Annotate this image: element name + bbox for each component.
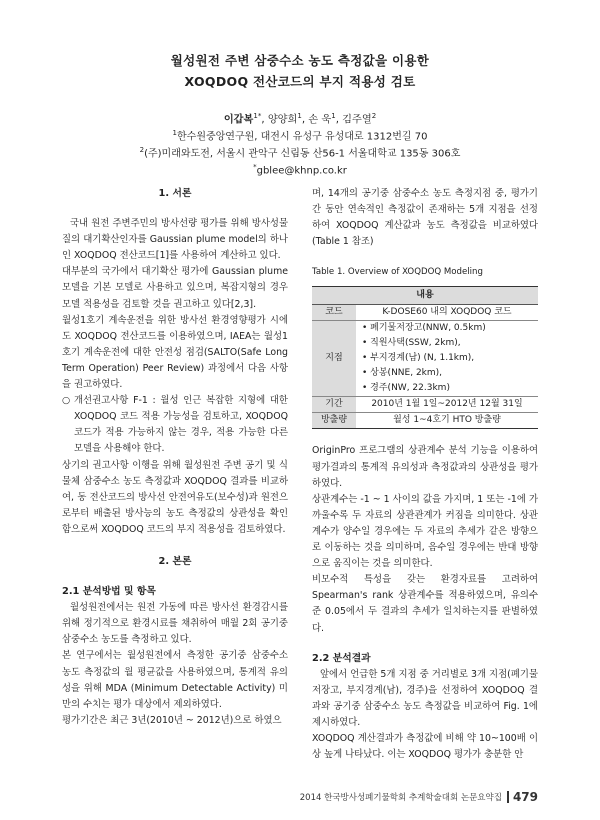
row-value-sites <box>356 321 538 397</box>
bullet-text: 개선권고사항 F-1 : 월성 인근 복잡한 지형에 대한 XOQDOQ 코드 적용 가능성을 검토하고, XOQDOQ 코드가 적용 가능하지 않는 경우, 적용 가능한 다른 모델을 사용해야 한다. <box>74 395 288 455</box>
email-sup: * <box>253 163 257 171</box>
lead-author: 이갑복 <box>223 114 254 126</box>
author-4: , 김주열 <box>335 114 372 126</box>
site-item: • 부지경계(남) (N, 1.1km), <box>362 353 475 364</box>
affiliation-2-text: (주)미래와도전, 서울시 관악구 신림동 산56-1 서울대학교 135동 306호 <box>144 148 461 160</box>
left-column <box>62 180 288 729</box>
row-label-period: 기간 <box>312 397 356 413</box>
author-2-sup: 1 <box>297 112 302 120</box>
table-row <box>312 321 538 397</box>
site-item: • 경주(NW, 22.3km) <box>362 383 450 394</box>
right-column <box>312 186 538 763</box>
row-label-release: 방출량 <box>312 413 356 429</box>
right-paragraph-2: OriginPro 프로그램의 상관계수 분석 기능을 이용하여 평가결과의 통계적 유의성과 측정값과의 상관성을 평가하였다. <box>312 445 538 489</box>
title-line-2: XOQDOQ 전산코드의 부지 적용성 검토 <box>184 74 416 89</box>
affiliation-2-sup: 2 <box>139 146 145 154</box>
intro-paragraph-3: 월성1호기 계속운전을 위한 방사선 환경영향평가 시에도 XOQDOQ 전산코드를 이용하였으며, IAEA는 월성1호기 계속운전에 대한 안전성 점검(SALTO(Safe Long Term Operation) Peer Review) 과정에서 다음 사항을 권고하였다. <box>62 314 288 391</box>
site-item: • 직원사택(SSW, 2km), <box>362 338 461 349</box>
table-row <box>312 397 538 413</box>
author-2: , 양양희 <box>261 114 298 126</box>
row-value-release: 월성 1~4호기 HTO 방출량 <box>356 413 538 429</box>
bullet-mark: ○ <box>62 395 71 407</box>
method-paragraph-3: 평가기간은 최근 3년(2010년 ~ 2012년)으로 하였으 <box>62 714 282 726</box>
heading-2-1: 2.1 분석방법 및 항목 <box>62 586 156 598</box>
result-paragraph-1: 앞에서 언급한 5개 지점 중 거리별로 3개 지점(폐기물저장고, 부지경계(남), 경주)을 선정하여 XOQDOQ 결과와 공기중 삼중수소 농도 측정값을 비교하여 Fig. 1에 제시하였다. <box>312 668 538 728</box>
overview-table <box>312 286 538 429</box>
heading-2-2: 2.2 분석결과 <box>312 652 371 664</box>
recommendation-bullet <box>62 393 288 457</box>
lead-author-sup: 1* <box>253 112 262 120</box>
row-label-code: 코드 <box>312 305 356 321</box>
table-row <box>312 305 538 321</box>
affiliation-1-sup: 1 <box>172 129 177 137</box>
right-paragraph-3: 상관계수는 -1 ~ 1 사이의 값을 가지며, 1 또는 -1에 가까울수록 두 자료의 상관관계가 커짐을 의미한다. 상관계수가 양수일 경우에는 두 자료의 추세가 같은 방향으로 이동하는 것을 의미하며, 음수일 경우에는 반대 방향으로 움직이는 것을 의미한다. <box>312 493 538 570</box>
table-row <box>312 413 538 429</box>
row-label-site: 지점 <box>312 321 356 397</box>
intro-paragraph-1: 국내 원전 주변주민의 방사선량 평가를 위해 방사성물질의 대기확산인자를 Gaussian plume model의 하나인 XOQDOQ 전산코드[1]를 사용하여 계산하고 있다. <box>62 218 288 262</box>
intro-paragraph-4: 상기의 권고사항 이행을 위해 월성원전 주변 공기 및 식물체 삼중수소 농도 측정값과 XOQDOQ 결과를 비교하여, 동 전산코드의 방사선 안전여유도(보수성)과 원전으로부터 배출된 방사능의 농도 측정값의 상관성을 확인함으로써 XOQDOQ 코드의 부지 적용성을 검토하였다. <box>62 459 288 535</box>
method-paragraph-1: 월성원전에서는 원전 가동에 따른 방사선 환경감시를 위해 정기적으로 환경시료를 채취하여 매월 2회 공기중 삼중수소 농도를 측정하고 있다. <box>62 602 288 646</box>
page-number: 479 <box>512 790 538 804</box>
title-line-1: 월성원전 주변 삼중수소 농도 측정값을 이용한 <box>170 53 430 68</box>
author-3-sup: 1 <box>331 112 336 120</box>
row-value-period: 2010년 1월 1일~2012년 12월 31일 <box>356 397 538 413</box>
author-4-sup: 2 <box>371 112 377 120</box>
heading-introduction: 1. 서론 <box>158 188 192 199</box>
corresponding-email <box>0 159 600 179</box>
result-paragraph-2: XOQDOQ 계산결과가 측정값에 비해 약 10~100배 이상 높게 나타났다. 이는 XOQDOQ 평가가 충분한 안 <box>312 733 538 761</box>
page-footer <box>300 790 538 804</box>
footer-divider <box>507 791 509 803</box>
heading-body: 2. 본론 <box>158 555 192 567</box>
site-item: • 상봉(NNE, 2km), <box>362 368 443 379</box>
right-paragraph-4: 비모수적 특성을 갖는 환경자료를 고려하여 Spearman's rank 상관계수를 적용하였으며, 유의수준 0.05에서 두 결과의 추세가 일치하는지를 판별하였다. <box>312 574 538 634</box>
email-text: gblee@khnp.co.kr <box>256 165 347 177</box>
table-caption: Table 1. Overview of XOQDOQ Modeling <box>312 267 483 278</box>
paper-title <box>0 50 600 92</box>
method-paragraph-2: 본 연구에서는 월성원전에서 측정한 공기중 삼중수소 농도 측정값의 월 평균값을 사용하였으며, 통계적 유의성을 위해 MDA (Minimum Detectable Activity) 미만의 수치는 평가 대상에서 제외하였다. <box>62 650 288 710</box>
row-value-code: K-DOSE60 내의 XOQDOQ 코드 <box>356 305 538 321</box>
site-item: • 폐기물저장고(NNW, 0.5km) <box>362 323 486 334</box>
affiliation-1-text: 한수원중앙연구원, 대전시 유성구 유성대로 1312번길 70 <box>177 131 428 143</box>
intro-paragraph-2: 대부분의 국가에서 대기확산 평가에 Gaussian plume 모델을 기본 모델로 사용하고 있으며, 복잡지형의 경우 모델 적용성을 검토할 것을 권고하고 있다[2,3]. <box>62 266 288 310</box>
footer-text: 2014 한국방사성폐기물학회 추계학술대회 논문요약집 <box>299 793 502 803</box>
right-paragraph-1: 며, 14개의 공기중 삼중수소 농도 측정지점 중, 평가기간 동안 연속적인 측정값이 존재하는 5개 지점을 선정하여 XOQDOQ 계산값과 농도 측정값을 비교하였다(Table 1 참조) <box>312 188 538 248</box>
table-header: 내용 <box>312 287 538 305</box>
author-3: , 손 욱 <box>301 114 332 126</box>
